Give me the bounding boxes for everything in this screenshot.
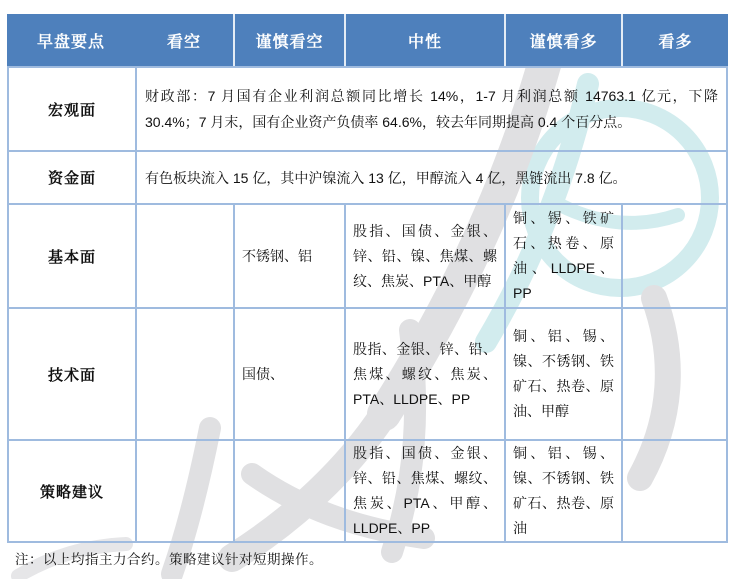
strategy-neutral-text: 股指、国债、金银、锌、铅、焦煤、螺纹、焦炭、PTA、甲醇、LLDPE、PP (353, 445, 497, 536)
fundamentals-bearish-text (137, 253, 233, 259)
row-label-macro: 宏观面 (7, 66, 135, 152)
header-cell-neutral: 中性 (344, 14, 504, 66)
row-label-technical: 技术面 (7, 309, 135, 441)
cell-fundamentals-cautious-bullish (504, 205, 621, 309)
footnote: 注：以上均指主力合约。策略建议针对短期操作。 (15, 552, 323, 567)
cell-strategy-cautious-bullish (504, 441, 621, 543)
cell-technical-bearish (135, 309, 233, 441)
strategy-bearish-text (137, 488, 233, 494)
row-label-strategy: 策略建议 (7, 441, 135, 543)
fundamentals-bullish-text (623, 253, 726, 259)
morning-points-table (7, 14, 728, 543)
technical-neutral-text: 股指、金银、锌、铅、焦煤、螺纹、焦炭、PTA、LLDPE、PP (353, 340, 497, 407)
fundamentals-cautious-bullish-text: 铜、锡、铁矿石、热卷、原油、LLDPE、PP (513, 210, 614, 301)
cell-technical-bullish (621, 309, 728, 441)
header-cell-bullish: 看多 (621, 14, 728, 66)
row-label-funds: 资金面 (7, 152, 135, 205)
technical-cautious-bullish-text: 铜、铝、锡、镍、不锈钢、铁矿石、热卷、原油、甲醇 (513, 328, 614, 419)
header-cell-morning-points: 早盘要点 (7, 14, 135, 66)
strategy-cautious-bearish-text (235, 488, 344, 494)
cell-fundamentals-neutral (344, 205, 504, 309)
technical-bullish-text (623, 371, 726, 377)
funds-content-text: 有色板块流入 15 亿，其中沪镍流入 13 亿，甲醇流入 4 亿，黑链流出 7.8 亿。 (145, 169, 627, 186)
row-label-fundamentals: 基本面 (7, 205, 135, 309)
cell-fundamentals-cautious-bearish (233, 205, 344, 309)
technical-cautious-bearish-text: 国债、 (242, 365, 284, 382)
header-cell-cautious-bullish: 谨慎看多 (504, 14, 621, 66)
cell-funds-content (135, 152, 728, 205)
cell-fundamentals-bullish (621, 205, 728, 309)
cell-strategy-neutral (344, 441, 504, 543)
strategy-cautious-bullish-text: 铜、铝、锡、镍、不锈钢、铁矿石、热卷、原油 (513, 445, 614, 536)
cell-macro-content (135, 66, 728, 152)
cell-fundamentals-bearish (135, 205, 233, 309)
cell-technical-cautious-bullish (504, 309, 621, 441)
cell-strategy-bearish (135, 441, 233, 543)
cell-strategy-cautious-bearish (233, 441, 344, 543)
header-cell-bearish: 看空 (135, 14, 233, 66)
technical-bearish-text (137, 371, 233, 377)
fundamentals-cautious-bearish-text: 不锈钢、铝 (242, 247, 312, 264)
cell-strategy-bullish (621, 441, 728, 543)
strategy-bullish-text (623, 488, 726, 494)
fundamentals-neutral-text: 股指、国债、金银、锌、铅、镍、焦煤、螺纹、焦炭、PTA、甲醇 (353, 222, 497, 289)
macro-content-text: 财政部：7 月国有企业利润总额同比增长 14%，1-7 月利润总额 14763.1 亿元，下降 30.4%；7 月末，国有企业资产负债率 64.6%，较去年同期提高 0.4 个百分点。 (145, 88, 718, 130)
cell-technical-cautious-bearish (233, 309, 344, 441)
cell-technical-neutral (344, 309, 504, 441)
header-cell-cautious-bearish: 谨慎看空 (233, 14, 344, 66)
